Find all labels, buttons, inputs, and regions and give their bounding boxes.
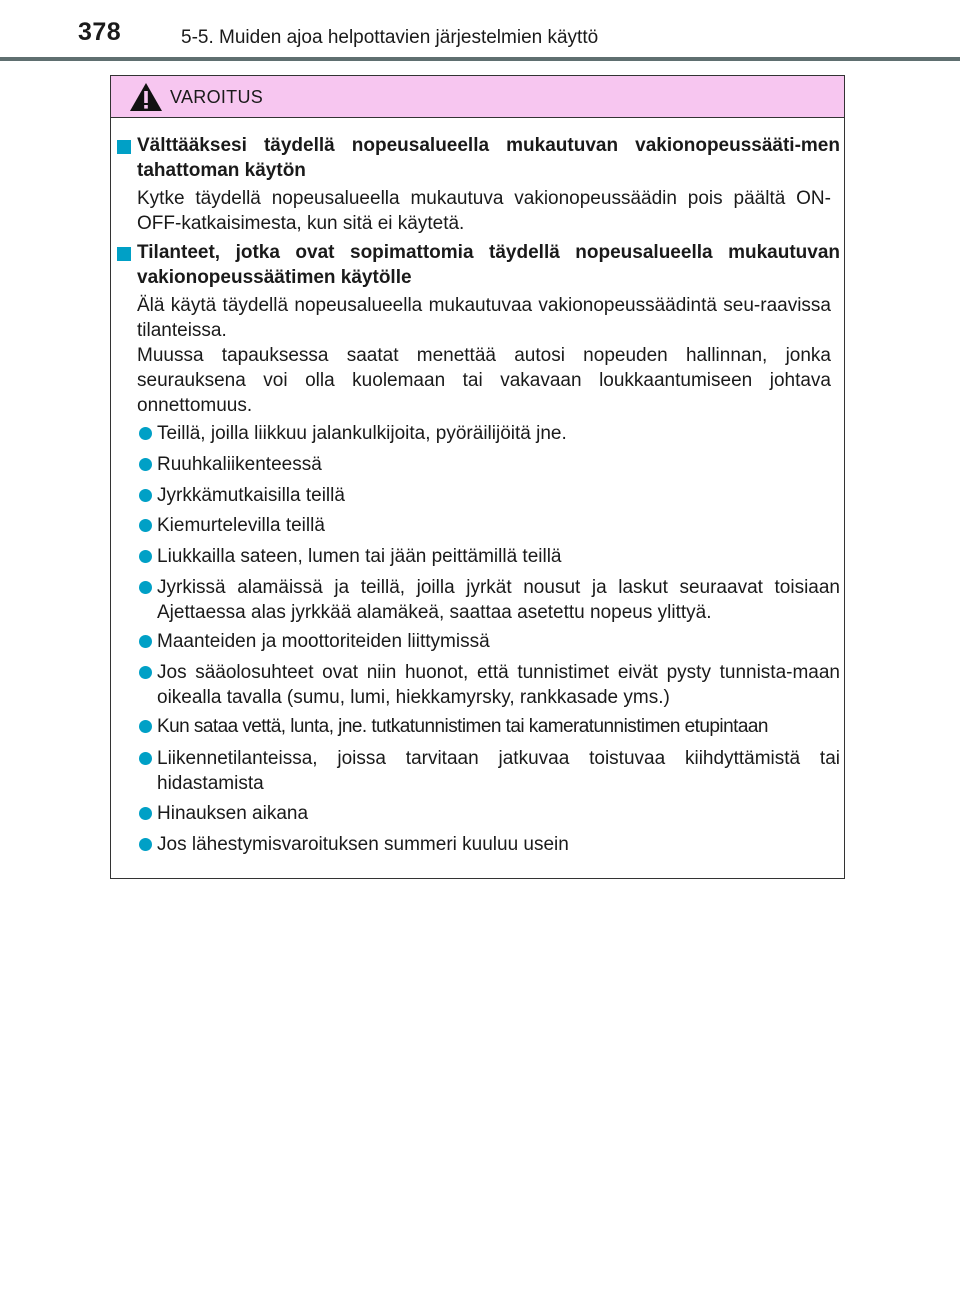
bullet-icon <box>139 807 152 820</box>
list-item-text: Ruuhkaliikenteessä <box>157 454 322 475</box>
warning-box <box>110 75 845 879</box>
list-item-text: Teillä, joilla liikkuu jalankulkijoita, pyöräilijöitä jne. <box>157 423 567 444</box>
list-item-text: Liikennetilanteissa, joissa tarvitaan jatkuvaa toistuvaa kiihdyttämistä tai hidastamista <box>157 748 840 794</box>
bullet-icon <box>139 519 152 532</box>
page-number: 378 <box>78 18 122 46</box>
list-item-text: Kiemurtelevilla teillä <box>157 515 325 536</box>
bullet-icon <box>139 666 152 679</box>
section-marker <box>117 140 131 154</box>
list-item-text: Liukkailla sateen, lumen tai jään peittämillä teillä <box>157 546 562 567</box>
bullet-icon <box>139 458 152 471</box>
list-item-text: Jos lähestymisvaroituksen summeri kuuluu usein <box>157 834 569 855</box>
section-paragraph: Kytke täydellä nopeusalueella mukautuva vakionopeussäädin pois päältä ON-OFF-katkaisimesta, kun sitä ei käytetä. <box>137 188 831 234</box>
warning-label: VAROITUS <box>170 87 264 107</box>
section-marker <box>117 247 131 261</box>
bullet-icon <box>139 427 152 440</box>
list-item-text: Jos sääolosuhteet ovat niin huonot, että tunnistimet eivät pysty tunnista-maan oikealla tavalla (sumu, lumi, hiekkamyrsky, rankkasade yms.) <box>157 662 840 708</box>
list-item-text: Hinauksen aikana <box>157 803 309 824</box>
list-item-text: Jyrkissä alamäissä ja teillä, joilla jyrkät nousut ja laskut seuraavat toisiaan Ajettaessa alas jyrkkää alamäkeä, saattaa asetettu nopeus ylittyä. <box>157 577 840 623</box>
section-paragraph: Älä käytä täydellä nopeusalueella mukautuvaa vakionopeussäädintä seu-raavissa tilanteissa. <box>137 295 831 341</box>
page-header <box>0 0 960 62</box>
header-divider <box>0 57 960 61</box>
bullet-icon <box>139 581 152 594</box>
bullet-icon <box>139 720 152 733</box>
warning-triangle-icon <box>129 82 163 112</box>
section-heading: Välttääksesi täydellä nopeusalueella mukautuvan vakionopeussääti-men tahattoman käytön <box>137 135 840 181</box>
bullet-icon <box>139 752 152 765</box>
bullet-icon <box>139 635 152 648</box>
section-paragraph: Muussa tapauksessa saatat menettää autosi nopeuden hallinnan, jonka seurauksena voi olla kuolemaan tai vakavaan loukkaantumiseen johtava onnettomuus. <box>137 345 831 416</box>
warning-header <box>111 76 844 118</box>
bullet-icon <box>139 550 152 563</box>
section-title: 5-5. Muiden ajoa helpottavien järjestelmien käyttö <box>181 27 599 48</box>
bullet-icon <box>139 838 152 851</box>
bullet-icon <box>139 489 152 502</box>
list-item-text: Jyrkkämutkaisilla teillä <box>157 485 345 506</box>
list-item-text: Maanteiden ja moottoriteiden liittymissä <box>157 631 490 652</box>
section-heading: Tilanteet, jotka ovat sopimattomia täydellä nopeusalueella mukautuvan vakionopeussäätimen käytölle <box>137 242 840 288</box>
list-item-text: Kun sataa vettä, lunta, jne. tutkatunnistimen tai kameratunnistimen etupintaan <box>157 716 768 737</box>
